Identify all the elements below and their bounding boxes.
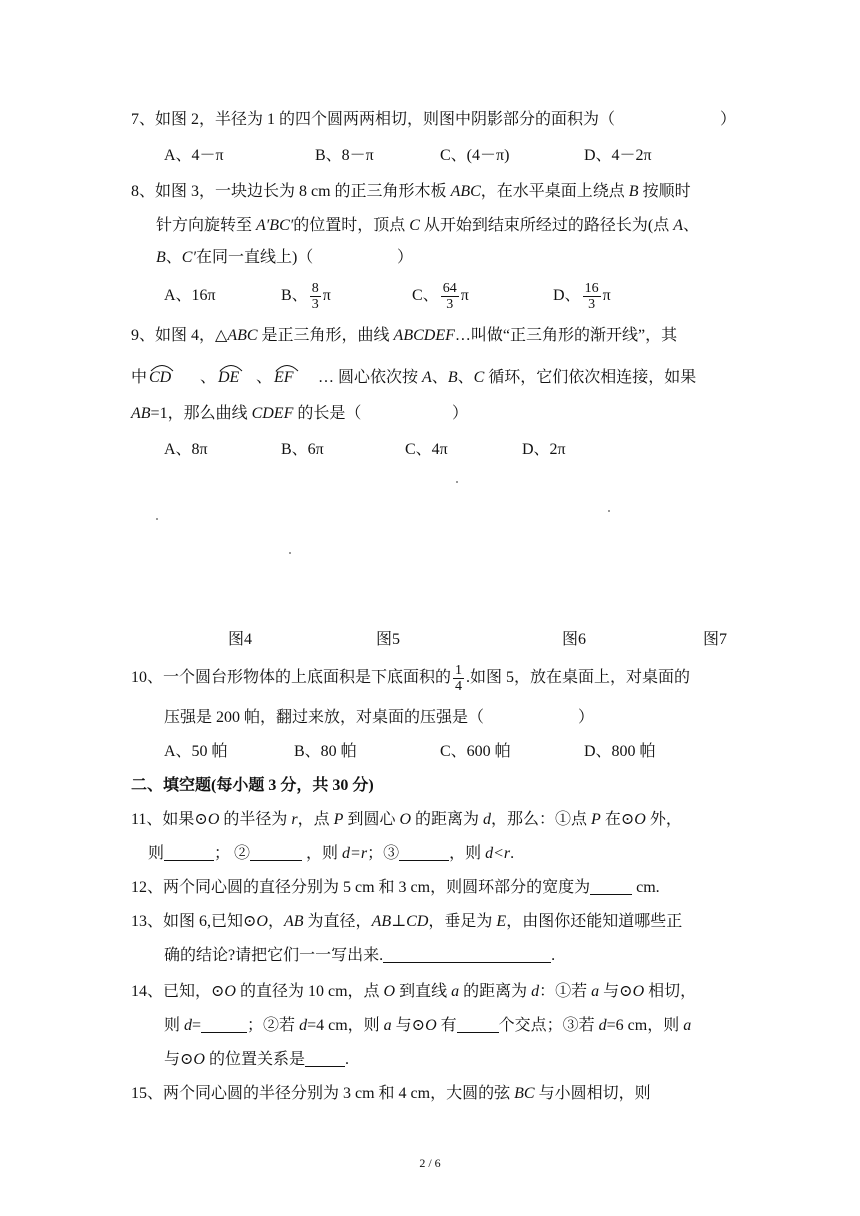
answer-blank[interactable] [399,844,449,861]
page-number: 2 / 6 [419,1156,441,1170]
figure-6-label: 图6 [562,631,587,648]
figure-5-label: 图5 [376,631,401,648]
q10-option-c: C、600 帕 [440,743,511,760]
q8-option-c: C、 $\frac{64}{3}$ π [412,280,469,312]
q10-line-1: 10、一个圆台形物体的上底面积是下底面积的 $\frac{1}{4}$ .如图 5，放在桌面上，对桌面的 [131,662,691,694]
q9-option-b: B、6π [281,441,324,458]
q11-line-1: 11、如果⊙O 的半径为 r，点 P 到圆心 O 的距离为 d，那么：①点 P 在⊙O 外， [131,811,682,828]
figure-speck [456,481,458,483]
figure-speck [289,552,291,554]
section-heading: 二、填空题(每小题 3 分，共 30 分) [131,777,374,794]
q8-option-a: A、16π [164,287,216,304]
answer-blank[interactable] [201,1016,247,1033]
q7-close-paren: ） [720,111,737,128]
q7-option-c: C、(4－π) [440,147,510,164]
answer-blank[interactable] [305,1050,345,1067]
answer-blank[interactable] [250,844,302,861]
arc-mark-icon [218,362,244,372]
arc-mark-icon [274,362,300,372]
q9-line-1: 9、如图 4，△ABC 是正三角形，曲线 ABCDEF…叫做“正三角形的渐开线”，其 [131,327,678,344]
q9-line-3: AB=1，那么曲线 CDEF 的长是（ [131,405,362,422]
q14-line-1: 14、已知，⊙O 的直径为 10 cm，点 O 到直线 a 的距离为 d：①若 a 与⊙O 相切， [131,983,697,1000]
q8-option-c-fraction: $\frac{64}{3}$ [442,280,457,312]
q11-line-2: 则 ； ② ，则 d=r；③ ，则 d<r. [148,845,515,862]
q15-line: 15、两个同心圆的半径分别为 3 cm 和 4 cm，大圆的弦 BC 与小圆相切，则 [131,1085,651,1102]
q9-line-2-rest: … 圆心依次按 A、B、C 循环，它们依次相连接，如果 [318,369,697,386]
q7-option-d: D、4－2π [584,147,652,164]
figure-4-label: 图4 [228,631,253,648]
q8-line-2: 针方向旋转至 A′BC′的位置时，顶点 C 从开始到结束所经过的路径长为(点 A、 [156,217,700,234]
q12-line: 12、两个同心圆的直径分别为 5 cm 和 3 cm，则圆环部分的宽度为 cm. [131,879,660,896]
q14-line-2: 则 d= ；②若 d=4 cm，则 a 与⊙O 有 个交点；③若 d=6 cm，则 a [164,1017,692,1034]
q10-close-paren: ） [578,709,595,726]
arc-de: DE [216,368,241,388]
arc-mark-icon [149,362,175,372]
arc-ef: EF [272,368,296,388]
q7-option-a: A、4－π [164,147,224,164]
arc-cd: CD [147,368,173,388]
answer-blank[interactable] [457,1016,499,1033]
q13-line-1: 13、如图 6,已知⊙O，AB 为直径，AB⊥CD，垂足为 E，由图你还能知道哪些正 [131,913,683,930]
answer-blank[interactable] [590,878,632,895]
q10-fraction: $\frac{1}{4}$ [455,662,463,694]
answer-blank[interactable] [383,946,551,963]
q13-line-2: 确的结论?请把它们一一写出来. . [164,947,556,964]
q8-option-b: B、 $\frac{8}{3}$ π [281,280,331,312]
q10-option-b: B、80 帕 [294,743,357,760]
q10-line-2: 压强是 200 帕，翻过来放，对桌面的压强是（ [164,709,485,726]
q8-line-3: B、C′在同一直线上)（ [156,249,314,266]
q8-option-d: D、 $\frac{16}{3}$ π [553,280,611,312]
arc-separator-1: 、 [200,369,217,386]
figure-speck [608,510,610,512]
answer-blank[interactable] [164,844,214,861]
q9-line-2: 中 [131,369,148,386]
q10-option-a: A、50 帕 [164,743,228,760]
q10-option-d: D、800 帕 [584,743,656,760]
q8-option-d-fraction: $\frac{16}{3}$ [584,280,599,312]
arc-separator-2: 、 [256,369,273,386]
q7-stem: 7、如图 2，半径为 1 的四个圆两两相切，则图中阴影部分的面积为（ [131,111,616,128]
figure-speck [156,518,158,520]
q7-option-b: B、8－π [315,147,374,164]
q9-option-c: C、4π [405,441,448,458]
q8-option-b-fraction: $\frac{8}{3}$ [311,280,319,312]
q8-line-1: 8、如图 3，一块边长为 8 cm 的正三角形木板 ABC，在水平桌面上绕点 B 按顺时 [131,183,691,200]
q9-option-a: A、8π [164,441,208,458]
q9-close-paren: ） [452,405,469,422]
figure-7-label: 图7 [703,631,728,648]
q9-option-d: D、2π [522,441,566,458]
q8-close-paren: ） [397,249,414,266]
q14-line-3: 与⊙O 的位置关系是 . [164,1051,349,1068]
